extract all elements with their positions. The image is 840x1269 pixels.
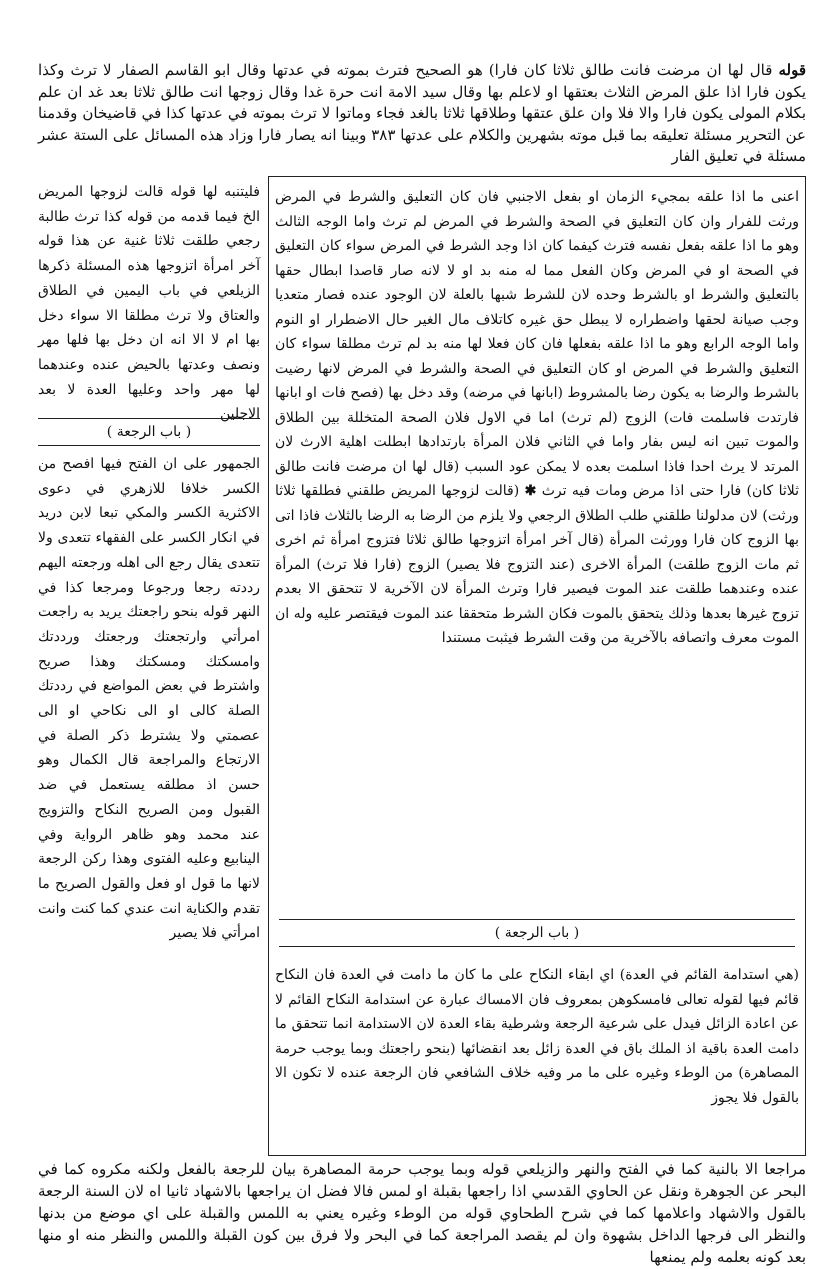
top-text-block	[38, 60, 806, 168]
commentary-lower: الجمهور على ان الفتح فيها افصح من الكسر خلافا للازهري في دعوى الاكثرية الكسر والمكي تبعا لابن دريد في انكار الكسر على الفقهاء تتعدى ولا تتعدى يقال رجع الى اهله ورجعته اليهم رددته رجعا ورجوعا ومرجعا كذا في النهر قوله بنحو راجعتك يريد به راجعت امرأتي وارتجعتك ورجعتك ورددتك وامسكتك ومسكتك وهذا صريح واشترط في بعض المواضع في رددتك الصلة كالى او الى نكاحي او الى عصمتي ولا يشترط ذكر الصلة في الارتجاع والمراجعة قال الكمال وهو حسن اذ مطلقه يستعمل في ضد القبول ومن الصريح النكاح والتزويج عند محمد وهو ظاهر الرواية وفي الينابيع وعليه الفتوى وهذا ركن الرجعة لانها ما قول او فعل والقول الصريح ما تقدم والكناية انت عندي كما كنت وانت امرأتي فلا يصير	[38, 456, 260, 942]
main-text-upper	[275, 185, 799, 651]
main-text-frame	[268, 176, 806, 1156]
main-paragraph-2: (هي استدامة القائم في العدة) اي ابقاء النكاح على ما كان ما دامت في العدة فان النكاح قائم فيها لقوله تعالى فامسكوهن بمعروف فان الامساك عبارة عن استدامة النكاح القائم لا عن اعادة الزائل فيدل على شرعية الرجعة وشرطية بقاء العدة لان الاستدامة انما تتحقق ما دامت العدة باقية اذ الملك باق في العدة زائل بعد انقضائها (بنحو راجعتك وبما يوجب حرمة المصاهرة) من الوطء وغيره على ما مر وفيه خلاف الشافعي فان الرجعة عنده لا تكون الا بالقول فلا يجوز	[275, 967, 799, 1106]
main-paragraph-1b: (قالت لزوجها المريض طلقني فطلقها ثلاثا ورثت) لان مدلولنا طلقني طلب الطلاق الرجعي ولا يلزم من الرضا به الرضا بالثلاث فاذا اتى بها الزوج كان فارا وورثت المرأة (قال آخر امرأة اتزوجها طالق ثلاثا فتزوج امرأة ثم اخرى ثم مات الزوج طلقت) المرأة الاخرى (عند التزوج فلا يصير) الزوج (فارا فلا ترث) المرأة عنده وعندهما طلقت عند الموت فيصير فارا وترث المرأة لان الآخرية لا تتحقق الا بعدم تزوج غيرها بعدها وذلك يتحقق بالموت فكان الشرط متحققا عند الموت فيقتصر عليه وله ان الموت معرف واتصافه بالآخرية من وقت الشرط فيثبت مستندا	[275, 483, 800, 646]
commentary-upper: فليتنبه لها قوله قالت لزوجها المريض الخ فيما قدمه من قوله كذا ترث طالبة رجعي طلقت ثلاثا غنية عن هذا قوله آخر امرأة اتزوجها هذه المسئلة ذكرها الزيلعي في باب اليمين في الطلاق والعتاق ولا ترث مطلقا الا سواء دخل بها ام لا الا انه ان دخل بها فلها مهر ونصف وعدتها بالحيض عنده وعندهما لها مهر واحد وعليها العدة لا بعد الاجلين	[38, 184, 260, 423]
main-section-heading: ( باب الرجعة )	[279, 919, 795, 947]
main-text-lower	[275, 963, 799, 1110]
commentary-section-heading: ( باب الرجعة )	[38, 418, 260, 446]
bottom-paragraph: مراجعا الا بالنية كما في الفتح والنهر والزيلعي قوله وبما يوجب حرمة المصاهرة بيان للرجعة بالفعل ولكنه مكروه كما في البحر عن الجوهرة ونقل عن الحاوي القدسي اذا راجعها بقبلة او لمس فالا فضل ان يراجعها بالاشهاد ثانيا اه لان السنة الرجعة بالقول والاشهاد واعلامها كما في شرح الطحاوي قوله من الوطء وغيره يعني به اللمس والقبلة على اي موضع من بدنها والنظر الى فرجها الداخل بشهوة وان لم يقصد المراجعة كما في البحر ولا فرق بين كون القبلة واللمس والنظر منه او منها بعد كونه بعلمه ولم يمنعها	[38, 1160, 806, 1266]
star-divider: ✱	[524, 483, 537, 499]
top-lead-word: قوله	[778, 61, 806, 79]
top-paragraph: قال لها ان مرضت فانت طالق ثلاثا كان فارا) هو الصحيح فترث بموته في عدتها وقال ابو القاسم الصفار لا ترث وكذا يكون فارا اذا علق المرض الثلاث بعتقها او لاعلم بها وقال سيد الامة انت حرة غدا وقال زوجها انت طالق ثلاثا بعد غد ان علم بكلام المولى يكون فارا والا فلا وان علق عتقها وطلاقها ثلاثا بالغد فجاء وماتوا لا ترث بموته في عدتها كذا في قاضيخان وقدمنا عن التحرير مسئلة تعليقه بما قبل موته بشهرين والكلام على عدتها ۳۸۳ وبينا انه يصار فارا وزاد هذه المسائل على الستة عشر مسئلة في تعليق الفار	[38, 61, 807, 165]
main-paragraph-1: اعنى ما اذا علقه بمجيء الزمان او بفعل الاجنبي فان كان التعليق والشرط في المرض ورثت للفرار وان كان التعليق في الصحة والشرط في المرض لم ترث واما الوجه الثالث وهو ما اذا علقه بفعل نفسه فترث كيفما كان اذا وجد الشرط في المرض سواء كان التعليق في الصحة او في المرض وكان الفعل مما له منه بد او لا لانه صار قاصدا ابطال حقها بالتعليق والشرط او بالشرط وحده لان للشرط شبها بالعلة لان الوجود عنده فصار متعديا وجب صيانة لحقها واضطراره لا يبطل حق غيره كاتلاف مال الغير حال الاضطرار او النوم واما الوجه الرابع وهو ما اذا علقه بفعلها فان كان فعلا لها منه بد لم ترث مطلقا سواء كان التعليق والشرط في المرض او كان التعليق في الصحة والشرط في المرض لانها رضيت بالشرط والرضا به يكون رضا بالمشروط (ابانها في مرضه) وقد دخل بها (فصح فات او ابانها فارتدت فاسلمت فات) الزوج (لم ترث) اما في الاول فلان الصحة المتخللة بين الطلاق والموت تبين انه ليس بفار واما في الثاني فلان المرأة بارتدادها ابطلت اهلية الارث لان المرتد لا يرث احدا فاذا اسلمت بعده لا يمكن عود السبب (قال لها ان مرضت فانت طالق ثلاثا كان) فارا حتى اذا مرض ومات فيه ترث	[275, 189, 800, 499]
bottom-text-block	[38, 1158, 806, 1268]
